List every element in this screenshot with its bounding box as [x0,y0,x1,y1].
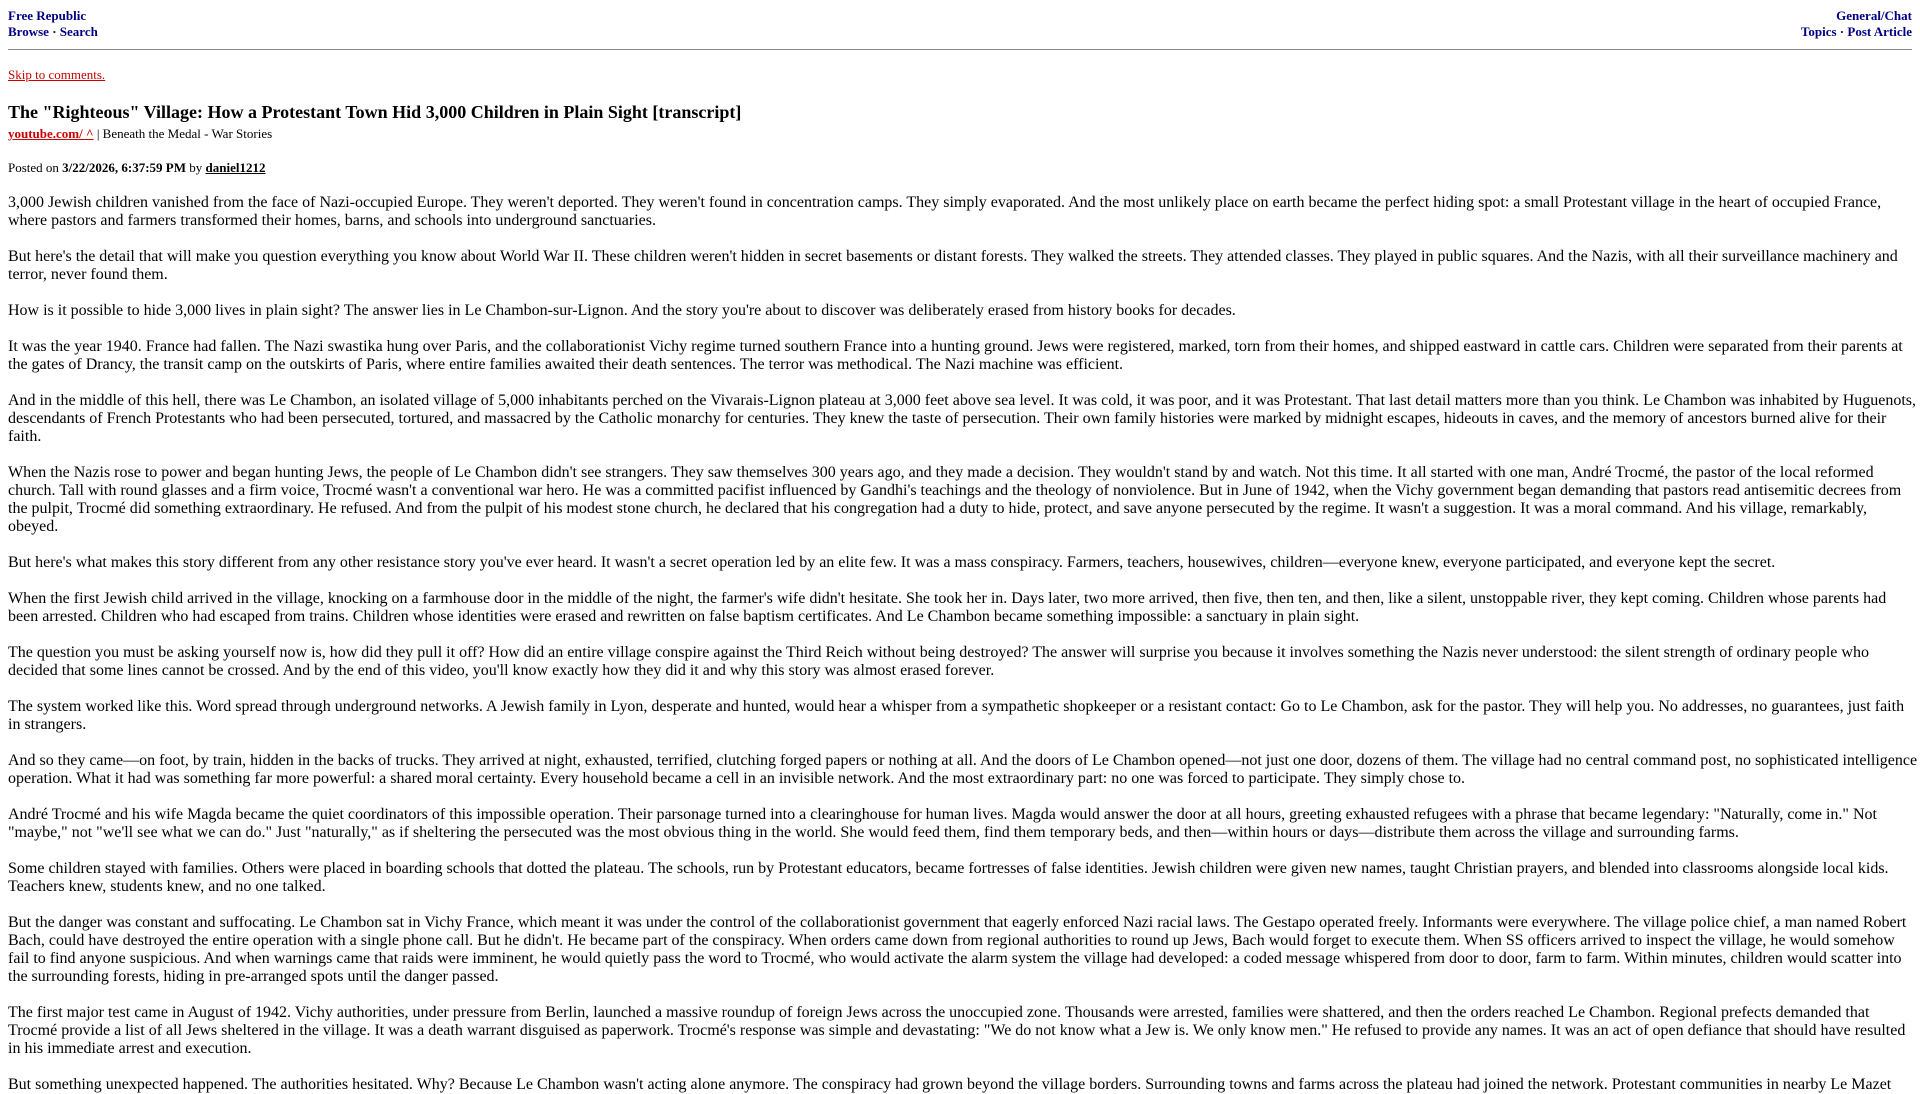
site-home-link[interactable]: Free Republic [8,8,87,23]
posted-by-word: by [186,160,206,175]
posted-date: 3/22/2026, 6:37:59 PM [62,160,187,175]
article-paragraph: How is it possible to hide 3,000 lives in plain sight? The answer lies in Le Chambon-sur-Lignon. And the story you're about to discover was deliberately erased from history books for decades. [8,302,1236,319]
article-paragraph: And so they came—on foot, by train, hidden in the backs of trucks. They arrived at night, exhausted, terrified, clutching forged papers or nothing at all. And the doors of Le Chambon opened—not just one door, dozens of them. The village had no central command post, no sophisticated intelligence operation. What it had was something far more powerful: a shared moral certainty. Every household became a cell in an invisible network. And the most extraordinary part: no one was forced to participate. They simply chose to. [8,752,1918,787]
article-paragraph: But the danger was constant and suffocating. Le Chambon sat in Vichy France, which meant it was under the control of the collaborationist government that eagerly enforced Nazi racial laws. The Gestapo operated freely. Informants were everywhere. The village police chief, a man named Robert Bach, could have destroyed the entire operation with a single phone call. But he didn't. He became part of the conspiracy. When orders came down from regional authorities to round up Jews, Bach would forget to execute them. When SS officers arrived to inspect the village, he would somehow fail to find anyone suspicious. And when warnings came that raids were imminent, he would quietly pass the word to Trocmé, who would activate the alarm system the village had developed: a coded message whispered from door to door, farm to farm. Within minutes, children would scatter into the surrounding forests, hiding in pre-arranged spots until the danger passed. [8,914,1907,985]
article-paragraph: 3,000 Jewish children vanished from the face of Nazi-occupied Europe. They weren't deported. They weren't found in concentration camps. They simply evaporated. And the most unlikely place on earth became the perfect hiding spot: a small Protestant village in the heart of occupied France, where pastors and farmers transformed their homes, barns, and schools into underground sanctuaries. [8,194,1882,229]
source-link[interactable]: youtube.com/ ^ [8,126,94,141]
article-paragraph: It was the year 1940. France had fallen. The Nazi swastika hung over Paris, and the collaborationist Vichy regime turned southern France into a hunting ground. Jews were registered, marked, torn from their homes, and shipped eastward in cattle cars. Children were separated from their parents at the gates of Drancy, the transit camp on the outskirts of Paris, where entire families awaited their death sentences. The terror was methodical. The Nazi machine was efficient. [8,338,1903,373]
article-paragraph: The question you must be asking yourself now is, how did they pull it off? How did an entire village conspire against the Third Reich without being destroyed? The answer will surprise you because it involves something the Nazis never understood: the silent strength of ordinary people who decided that some lines cannot be crossed. And by the end of this video, you'll know exactly how they did it and why this story was almost erased forever. [8,644,1869,679]
article-paragraph: The first major test came in August of 1942. Vichy authorities, under pressure from Berlin, launched a massive roundup of foreign Jews across the unoccupied zone. Thousands were arrested, families were shattered, and then the orders reached Le Chambon. Regional prefects demanded that Trocmé provide a list of all Jews sheltered in the village. It was a death warrant disguised as paperwork. Trocmé's response was simple and devastating: "We do not know what a Jew is. We only know men." He refused to provide any names. It was an act of open defiance that should have resulted in his immediate arrest and execution. [8,1004,1906,1057]
posted-prefix: Posted on [8,160,63,175]
article-paragraph: But here's what makes this story different from any other resistance story you've ever heard. It wasn't a secret operation led by an elite few. It was a mass conspiracy. Farmers, teachers, housewives, children—everyone knew, everyone participated, and everyone kept the secret. [8,554,1776,571]
article-paragraph: But something unexpected happened. The authorities hesitated. Why? Because Le Chambon wasn't acting alone anymore. The conspiracy had grown beyond the village borders. Surrounding towns and farms across the plateau had joined the network. Protestant communities in nearby Le Mazet [8,1076,1892,1093]
nav-separator: · [48,24,60,39]
article-paragraph: André Trocmé and his wife Magda became the quiet coordinators of this impossible operation. Their parsonage turned into a clearinghouse for human lives. Magda would answer the door at all hours, greeting exhausted refugees with a phrase that became legendary: "Naturally, come in." Not "maybe," not "we'll see what we can do." Just "naturally," as if sheltering the persecuted was the most obvious thing in the world. She would feed them, find them temporary beds, and then—within hours or days—distribute them across the village and surrounding farms. [8,806,1877,841]
posted-line [8,160,1912,176]
search-link[interactable]: Search [59,24,98,39]
nav-separator: · [1836,24,1848,39]
skip-to-comments-link[interactable]: Skip to comments. [8,67,106,82]
article-paragraph: When the Nazis rose to power and began hunting Jews, the people of Le Chambon didn't see strangers. They saw themselves 300 years ago, and they made a decision. They wouldn't stand by and watch. Not this time. It all started with one man, André Trocmé, the pastor of the local reformed church. Tall with round glasses and a firm voice, Trocmé wasn't a conventional war hero. He was a committed pacifist influenced by Gandhi's teachings and the theology of nonviolence. But in June of 1942, when the Vichy government began demanding that pastors read antisemitic decrees from the pulpit, Trocmé did something extraordinary. He refused. And from the pulpit of his modest stone church, he declared that his congregation had a duty to hide, protect, and save anyone persecuted by the regime. It wasn't a suggestion. It was a moral command. And his village, remarkably, obeyed. [8,464,1902,535]
top-nav [8,8,1912,40]
source-separator: | [93,126,103,141]
source-name: Beneath the Medal - War Stories [102,126,273,141]
topics-link[interactable]: Topics [1800,24,1837,39]
browse-link[interactable]: Browse [8,24,49,39]
post-article-link[interactable]: Post Article [1847,24,1912,39]
author-link[interactable]: daniel1212 [205,160,266,175]
article-paragraph: Some children stayed with families. Others were placed in boarding schools that dotted the plateau. The schools, run by Protestant educators, became fortresses of false identities. Jewish children were given new names, taught Christian prayers, and blended into classrooms alongside local kids. Teachers knew, students knew, and no one talked. [8,860,1889,895]
article-paragraph: The system worked like this. Word spread through underground networks. A Jewish family in Lyon, desperate and hunted, would hear a whisper from a sympathetic shopkeeper or a resistant contact: Go to Le Chambon, ask for the pastor. They will help you. No addresses, no guarantees, just faith in strangers. [8,698,1905,733]
article-paragraph: But here's the detail that will make you question everything you know about World War II. These children weren't hidden in secret basements or distant forests. They walked the streets. They attended classes. They played in public squares. And the Nazis, with all their surveillance machinery and terror, never found them. [8,248,1898,283]
article-body [8,194,1918,1094]
article-paragraph: And in the middle of this hell, there was Le Chambon, an isolated village of 5,000 inhabitants perched on the Vivarais-Lignon plateau at 3,000 feet above sea level. It was cold, it was poor, and it was Protestant. That last detail matters more than you think. Le Chambon was inhabited by Huguenots, descendants of French Protestants who had been persecuted, tortured, and massacred by the Catholic monarchy for centuries. They knew the taste of persecution. Their own family histories were marked by midnight escapes, hideouts in caves, and the memory of ancestors burned alive for their faith. [8,392,1917,445]
article-paragraph: When the first Jewish child arrived in the village, knocking on a farmhouse door in the middle of the night, the farmer's wife didn't hesitate. She took her in. Days later, two more arrived, then five, then ten, and then, like a silent, unstoppable river, they kept coming. Children whose parents had been arrested. Children who had escaped from trains. Children whose identities were erased and rewritten on false baptism certificates. And Le Chambon became something impossible: a sanctuary in plain sight. [8,590,1887,625]
nav-right [1801,8,1912,40]
category-link[interactable]: General/Chat [1836,8,1912,23]
article-source [8,126,1912,142]
nav-left [8,8,98,40]
header-divider [8,49,1912,50]
article-title: The "Righteous" Village: How a Protestant Town Hid 3,000 Children in Plain Sight [transcript] [8,102,742,122]
